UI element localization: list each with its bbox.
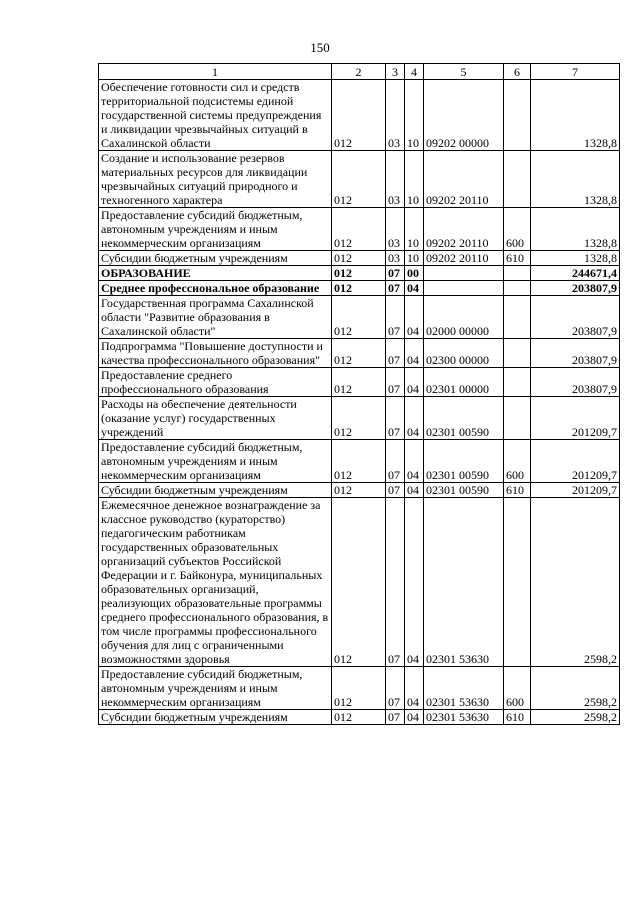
table-row [99, 208, 620, 251]
row-subsection-code-cell: 04 [405, 710, 424, 725]
row-amount-cell: 203807,9 [531, 339, 620, 368]
row-name-cell: Ежемесячное денежное вознаграждение за классное руководство (кураторство) педагогическим работникам государственных образовательных организаций субъектов Российской Федерации и г. Байконура, муниципальных образовательных организаций, реализующих образовательные программы среднего профессионального образования, в том числе программы профессионального обучения для лиц с ограниченными возможностями здоровья [99, 498, 332, 667]
row-target-item-cell: 02301 00590 [424, 440, 504, 483]
row-ved-code-cell: 012 [332, 498, 386, 667]
row-ved-code-cell: 012 [332, 368, 386, 397]
row-subsection-code-cell: 04 [405, 498, 424, 667]
row-section-code-cell: 07 [386, 368, 405, 397]
table-row [99, 667, 620, 710]
table-row [99, 710, 620, 725]
row-amount-cell: 1328,8 [531, 251, 620, 266]
row-amount-cell: 244671,4 [531, 266, 620, 281]
table-row [99, 440, 620, 483]
row-amount-cell: 2598,2 [531, 498, 620, 667]
row-expense-type-cell [504, 397, 531, 440]
row-section-code-cell: 07 [386, 498, 405, 667]
row-section-code-cell: 03 [386, 80, 405, 151]
row-ved-code-cell: 012 [332, 440, 386, 483]
table-row [99, 151, 620, 208]
row-subsection-code-cell: 10 [405, 208, 424, 251]
row-target-item-cell: 09202 20110 [424, 151, 504, 208]
table-row [99, 266, 620, 281]
row-amount-cell: 2598,2 [531, 710, 620, 725]
row-ved-code-cell: 012 [332, 251, 386, 266]
row-target-item-cell: 09202 20110 [424, 251, 504, 266]
row-target-item-cell: 02301 00590 [424, 483, 504, 498]
budget-table [98, 63, 620, 725]
table-row [99, 339, 620, 368]
row-subsection-code-cell: 04 [405, 397, 424, 440]
row-target-item-cell: 09202 20110 [424, 208, 504, 251]
row-ved-code-cell: 012 [332, 281, 386, 296]
row-name-cell: Государственная программа Сахалинской области "Развитие образования в Сахалинской области" [99, 296, 332, 339]
row-amount-cell: 203807,9 [531, 368, 620, 397]
row-expense-type-cell [504, 368, 531, 397]
table-row [99, 368, 620, 397]
row-amount-cell: 203807,9 [531, 281, 620, 296]
row-target-item-cell: 02301 53630 [424, 710, 504, 725]
row-expense-type-cell [504, 296, 531, 339]
row-amount-cell: 201209,7 [531, 440, 620, 483]
row-subsection-code-cell: 04 [405, 368, 424, 397]
header-col-6: 6 [504, 64, 531, 80]
row-subsection-code-cell: 04 [405, 483, 424, 498]
row-section-code-cell: 07 [386, 266, 405, 281]
header-col-4: 4 [405, 64, 424, 80]
table-row [99, 498, 620, 667]
row-name-cell: Предоставление субсидий бюджетным, автономным учреждениям и иным некоммерческим организациям [99, 440, 332, 483]
row-name-cell: Предоставление субсидий бюджетным, автономным учреждениям и иным некоммерческим организациям [99, 208, 332, 251]
row-ved-code-cell: 012 [332, 208, 386, 251]
row-expense-type-cell: 610 [504, 710, 531, 725]
row-expense-type-cell [504, 498, 531, 667]
row-ved-code-cell: 012 [332, 339, 386, 368]
row-amount-cell: 1328,8 [531, 151, 620, 208]
row-name-cell: Субсидии бюджетным учреждениям [99, 483, 332, 498]
row-target-item-cell: 02301 00590 [424, 397, 504, 440]
row-subsection-code-cell: 10 [405, 151, 424, 208]
row-expense-type-cell: 600 [504, 440, 531, 483]
row-amount-cell: 201209,7 [531, 483, 620, 498]
row-subsection-code-cell: 00 [405, 266, 424, 281]
row-target-item-cell: 02301 53630 [424, 667, 504, 710]
table-row [99, 296, 620, 339]
row-name-cell: ОБРАЗОВАНИЕ [99, 266, 332, 281]
row-subsection-code-cell: 10 [405, 251, 424, 266]
page-number: 150 [310, 40, 330, 55]
row-subsection-code-cell: 04 [405, 281, 424, 296]
table-row [99, 397, 620, 440]
row-subsection-code-cell: 04 [405, 339, 424, 368]
row-section-code-cell: 07 [386, 296, 405, 339]
row-target-item-cell [424, 281, 504, 296]
row-expense-type-cell: 610 [504, 483, 531, 498]
row-ved-code-cell: 012 [332, 667, 386, 710]
row-ved-code-cell: 012 [332, 483, 386, 498]
row-amount-cell: 203807,9 [531, 296, 620, 339]
row-section-code-cell: 07 [386, 397, 405, 440]
header-col-3: 3 [386, 64, 405, 80]
row-expense-type-cell [504, 339, 531, 368]
row-expense-type-cell: 610 [504, 251, 531, 266]
row-amount-cell: 201209,7 [531, 397, 620, 440]
row-expense-type-cell: 600 [504, 667, 531, 710]
row-name-cell: Предоставление субсидий бюджетным, автономным учреждениям и иным некоммерческим организациям [99, 667, 332, 710]
header-col-2: 2 [332, 64, 386, 80]
row-amount-cell: 1328,8 [531, 208, 620, 251]
row-ved-code-cell: 012 [332, 710, 386, 725]
row-target-item-cell: 02000 00000 [424, 296, 504, 339]
row-subsection-code-cell: 10 [405, 80, 424, 151]
row-subsection-code-cell: 04 [405, 667, 424, 710]
header-col-1: 1 [99, 64, 332, 80]
row-target-item-cell: 02301 00000 [424, 368, 504, 397]
row-expense-type-cell [504, 281, 531, 296]
row-section-code-cell: 03 [386, 251, 405, 266]
row-section-code-cell: 07 [386, 483, 405, 498]
row-name-cell: Среднее профессиональное образование [99, 281, 332, 296]
row-expense-type-cell: 600 [504, 208, 531, 251]
header-col-7: 7 [531, 64, 620, 80]
table-row [99, 281, 620, 296]
row-name-cell: Субсидии бюджетным учреждениям [99, 251, 332, 266]
row-section-code-cell: 03 [386, 208, 405, 251]
row-ved-code-cell: 012 [332, 151, 386, 208]
row-expense-type-cell [504, 151, 531, 208]
header-row [99, 64, 620, 80]
row-ved-code-cell: 012 [332, 266, 386, 281]
row-amount-cell: 2598,2 [531, 667, 620, 710]
row-target-item-cell: 02301 53630 [424, 498, 504, 667]
row-name-cell: Субсидии бюджетным учреждениям [99, 710, 332, 725]
row-expense-type-cell [504, 80, 531, 151]
row-section-code-cell: 07 [386, 339, 405, 368]
row-target-item-cell [424, 266, 504, 281]
row-name-cell: Предоставление среднего профессионального образования [99, 368, 332, 397]
row-subsection-code-cell: 04 [405, 440, 424, 483]
row-section-code-cell: 07 [386, 281, 405, 296]
row-target-item-cell: 02300 00000 [424, 339, 504, 368]
row-section-code-cell: 07 [386, 667, 405, 710]
row-ved-code-cell: 012 [332, 296, 386, 339]
header-col-5: 5 [424, 64, 504, 80]
row-ved-code-cell: 012 [332, 80, 386, 151]
row-name-cell: Расходы на обеспечение деятельности (оказание услуг) государственных учреждений [99, 397, 332, 440]
row-target-item-cell: 09202 00000 [424, 80, 504, 151]
row-section-code-cell: 07 [386, 440, 405, 483]
row-name-cell: Создание и использование резервов материальных ресурсов для ликвидации чрезвычайных ситуаций природного и техногенного характера [99, 151, 332, 208]
row-section-code-cell: 07 [386, 710, 405, 725]
row-section-code-cell: 03 [386, 151, 405, 208]
table-row [99, 80, 620, 151]
row-name-cell: Подпрограмма "Повышение доступности и качества профессионального образования" [99, 339, 332, 368]
row-amount-cell: 1328,8 [531, 80, 620, 151]
row-ved-code-cell: 012 [332, 397, 386, 440]
table-row [99, 251, 620, 266]
table-row [99, 483, 620, 498]
row-subsection-code-cell: 04 [405, 296, 424, 339]
row-expense-type-cell [504, 266, 531, 281]
row-name-cell: Обеспечение готовности сил и средств территориальной подсистемы единой государственной системы предупреждения и ликвидации чрезвычайных ситуаций в Сахалинской области [99, 80, 332, 151]
